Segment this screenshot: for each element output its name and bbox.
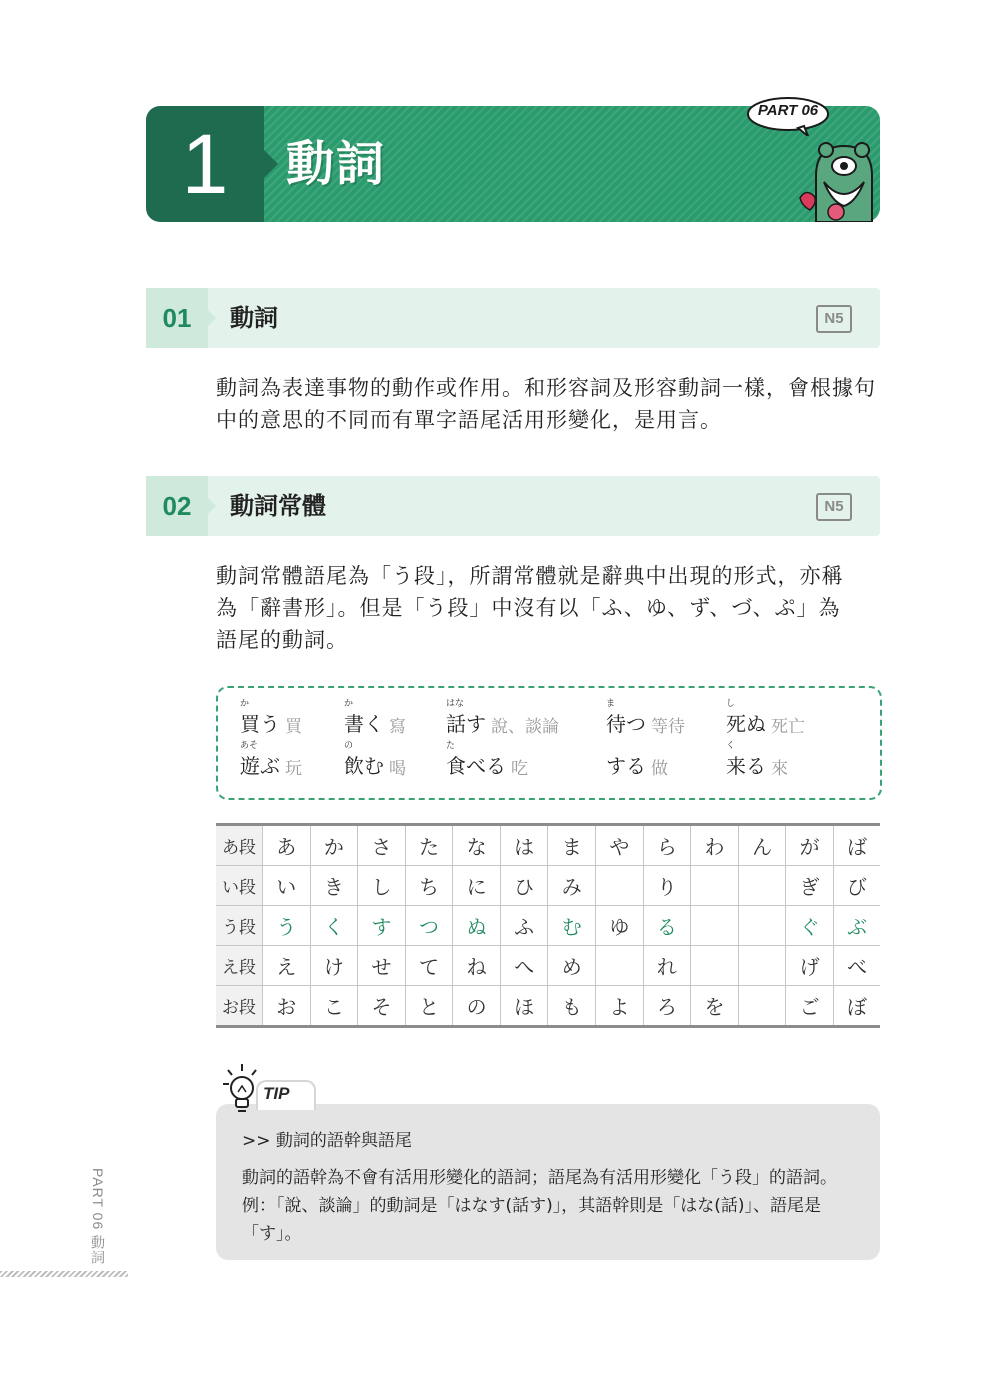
row-label: い段 bbox=[216, 866, 263, 906]
kana-row bbox=[216, 986, 880, 1027]
kana-cell: し bbox=[358, 866, 406, 906]
section-number: 01 bbox=[146, 288, 208, 348]
kana-cell: び bbox=[833, 866, 880, 906]
furigana: ま bbox=[606, 699, 616, 709]
section-header-01 bbox=[146, 288, 880, 348]
kana-cell bbox=[738, 906, 786, 946]
kana-cell: ゆ bbox=[596, 906, 644, 946]
kana-cell: か bbox=[310, 825, 358, 866]
example-word: く 来る bbox=[726, 750, 766, 779]
example-meaning: 做 bbox=[651, 759, 668, 779]
kana-cell: げ bbox=[786, 946, 834, 986]
kana-cell bbox=[738, 986, 786, 1027]
row-label: え段 bbox=[216, 946, 263, 986]
furigana: あそ bbox=[240, 741, 259, 751]
kana-cell: と bbox=[405, 986, 453, 1027]
example-meaning: 玩 bbox=[285, 759, 302, 779]
kana-cell: そ bbox=[358, 986, 406, 1027]
chapter-number: 1 bbox=[146, 106, 264, 222]
chapter-title: 動詞 bbox=[286, 136, 387, 192]
paragraph-line: 中的意思的不同而有單字語尾活用形變化，是用言。 bbox=[216, 408, 722, 432]
example-word: はな 話す bbox=[446, 708, 486, 737]
kana-cell: た bbox=[405, 825, 453, 866]
paragraph-line: 動詞常體語尾為「う段」，所謂常體就是辭典中出現的形式，亦稱 bbox=[216, 564, 844, 588]
example-box bbox=[216, 686, 882, 800]
kana-cell: こ bbox=[310, 986, 358, 1027]
kana-cell: つ bbox=[405, 906, 453, 946]
kana-cell: ら bbox=[643, 825, 691, 866]
kana-cell bbox=[691, 946, 739, 986]
kana-cell: も bbox=[548, 986, 596, 1027]
kana-cell: い bbox=[263, 866, 311, 906]
kana-cell: ぎ bbox=[786, 866, 834, 906]
section-01-paragraph bbox=[216, 372, 882, 436]
kana-cell: ほ bbox=[500, 986, 548, 1027]
example-item bbox=[240, 741, 302, 779]
kana-cell: が bbox=[786, 825, 834, 866]
kana-cell: の bbox=[453, 986, 501, 1027]
kana-cell: ぐ bbox=[786, 906, 834, 946]
example-word: の 飲む bbox=[344, 750, 384, 779]
kana-cell: む bbox=[548, 906, 596, 946]
kana-cell: け bbox=[310, 946, 358, 986]
section-header-02 bbox=[146, 476, 880, 536]
kana-cell: り bbox=[643, 866, 691, 906]
lightbulb-icon bbox=[222, 1062, 262, 1114]
example-item bbox=[726, 699, 805, 737]
kana-cell: へ bbox=[500, 946, 548, 986]
kana-cell: に bbox=[453, 866, 501, 906]
kana-cell: よ bbox=[596, 986, 644, 1027]
section-02-paragraph bbox=[216, 560, 882, 656]
kana-cell: さ bbox=[358, 825, 406, 866]
kana-cell bbox=[691, 866, 739, 906]
kana-cell: べ bbox=[833, 946, 880, 986]
tip-line: 例：「說、談論」的動詞是「はなす(話す)」，其語幹則是「はな(話)」、語尾是 bbox=[242, 1196, 822, 1216]
kana-cell: ろ bbox=[643, 986, 691, 1027]
furigana: か bbox=[344, 699, 354, 709]
example-item bbox=[344, 699, 406, 737]
part-label: PART 06 bbox=[757, 102, 819, 119]
kana-cell: せ bbox=[358, 946, 406, 986]
furigana: の bbox=[344, 741, 354, 751]
example-meaning: 喝 bbox=[389, 759, 406, 779]
example-word: する bbox=[606, 754, 646, 778]
kana-cell: ん bbox=[738, 825, 786, 866]
example-item bbox=[446, 699, 559, 737]
jlpt-level-badge: N5 bbox=[816, 493, 852, 521]
kana-row bbox=[216, 906, 880, 946]
section-arrow bbox=[208, 498, 216, 514]
kana-cell: な bbox=[453, 825, 501, 866]
kana-cell: や bbox=[596, 825, 644, 866]
section-number: 02 bbox=[146, 476, 208, 536]
example-item bbox=[606, 750, 668, 779]
example-item bbox=[726, 741, 788, 779]
kana-cell: を bbox=[691, 986, 739, 1027]
kana-cell: お bbox=[263, 986, 311, 1027]
kana-cell: あ bbox=[263, 825, 311, 866]
furigana: か bbox=[240, 699, 250, 709]
example-word: か 買う bbox=[240, 708, 280, 737]
mascot-icon bbox=[796, 136, 886, 222]
kana-cell: ま bbox=[548, 825, 596, 866]
tip-text bbox=[242, 1164, 862, 1248]
kana-cell: う bbox=[263, 906, 311, 946]
kana-cell bbox=[738, 866, 786, 906]
kana-cell: す bbox=[358, 906, 406, 946]
paragraph-line: 語尾的動詞。 bbox=[216, 628, 348, 652]
example-meaning: 來 bbox=[771, 759, 788, 779]
kana-cell: は bbox=[500, 825, 548, 866]
decorative-divider bbox=[0, 1271, 128, 1277]
row-label: う段 bbox=[216, 906, 263, 946]
furigana: し bbox=[726, 699, 736, 709]
kana-cell: て bbox=[405, 946, 453, 986]
tip-line: 「す」。 bbox=[242, 1224, 302, 1244]
kana-row bbox=[216, 866, 880, 906]
kana-table bbox=[216, 823, 880, 1028]
kana-cell: ぼ bbox=[833, 986, 880, 1027]
kana-cell: ふ bbox=[500, 906, 548, 946]
paragraph-line: 為「辭書形」。但是「う段」中沒有以「ふ、ゆ、ず、づ、ぷ」為 bbox=[216, 596, 841, 620]
kana-cell: ぶ bbox=[833, 906, 880, 946]
section-title: 動詞常體 bbox=[230, 492, 326, 520]
tip-label: TIP bbox=[263, 1084, 290, 1103]
example-item bbox=[344, 741, 406, 779]
kana-cell: ば bbox=[833, 825, 880, 866]
kana-cell: く bbox=[310, 906, 358, 946]
furigana: く bbox=[726, 741, 736, 751]
example-meaning: 買 bbox=[285, 717, 302, 737]
kana-cell bbox=[738, 946, 786, 986]
example-word: あそ 遊ぶ bbox=[240, 750, 280, 779]
kana-cell: ぬ bbox=[453, 906, 501, 946]
chapter-arrow bbox=[264, 150, 278, 178]
furigana: はな bbox=[446, 699, 465, 709]
example-meaning: 等待 bbox=[651, 717, 685, 737]
example-meaning: 寫 bbox=[389, 717, 406, 737]
example-word: し 死ぬ bbox=[726, 708, 766, 737]
chapter-banner bbox=[146, 102, 880, 222]
kana-cell: ね bbox=[453, 946, 501, 986]
side-chapter-label: PART 06 動詞 bbox=[90, 1168, 106, 1266]
tip-line: 動詞的語幹為不會有活用形變化的語詞；語尾為有活用形變化「う段」的語詞。 bbox=[242, 1168, 837, 1188]
kana-cell bbox=[596, 946, 644, 986]
kana-cell: き bbox=[310, 866, 358, 906]
tip-heading: >> 動詞的語幹與語尾 bbox=[242, 1131, 412, 1151]
kana-cell bbox=[691, 906, 739, 946]
example-word: ま 待つ bbox=[606, 708, 646, 737]
jlpt-level-badge: N5 bbox=[816, 305, 852, 333]
kana-cell: め bbox=[548, 946, 596, 986]
kana-cell: わ bbox=[691, 825, 739, 866]
kana-cell: み bbox=[548, 866, 596, 906]
example-meaning: 死亡 bbox=[771, 717, 805, 737]
kana-cell: れ bbox=[643, 946, 691, 986]
paragraph-line: 動詞為表達事物的動作或作用。和形容詞及形容動詞一樣，會根據句 bbox=[216, 376, 876, 400]
example-meaning: 吃 bbox=[511, 759, 528, 779]
section-title: 動詞 bbox=[230, 304, 278, 332]
example-item bbox=[240, 699, 302, 737]
example-word: た 食べる bbox=[446, 750, 506, 779]
example-meaning: 說、談論 bbox=[491, 717, 559, 737]
kana-cell: る bbox=[643, 906, 691, 946]
kana-cell: ご bbox=[786, 986, 834, 1027]
kana-cell: ひ bbox=[500, 866, 548, 906]
row-label: あ段 bbox=[216, 825, 263, 866]
furigana: た bbox=[446, 741, 456, 751]
example-item bbox=[606, 699, 685, 737]
example-item bbox=[446, 741, 528, 779]
section-arrow bbox=[208, 310, 216, 326]
kana-cell bbox=[596, 866, 644, 906]
kana-cell: え bbox=[263, 946, 311, 986]
kana-row bbox=[216, 825, 880, 866]
kana-cell: ち bbox=[405, 866, 453, 906]
kana-row bbox=[216, 946, 880, 986]
row-label: お段 bbox=[216, 986, 263, 1027]
example-word: か 書く bbox=[344, 708, 384, 737]
